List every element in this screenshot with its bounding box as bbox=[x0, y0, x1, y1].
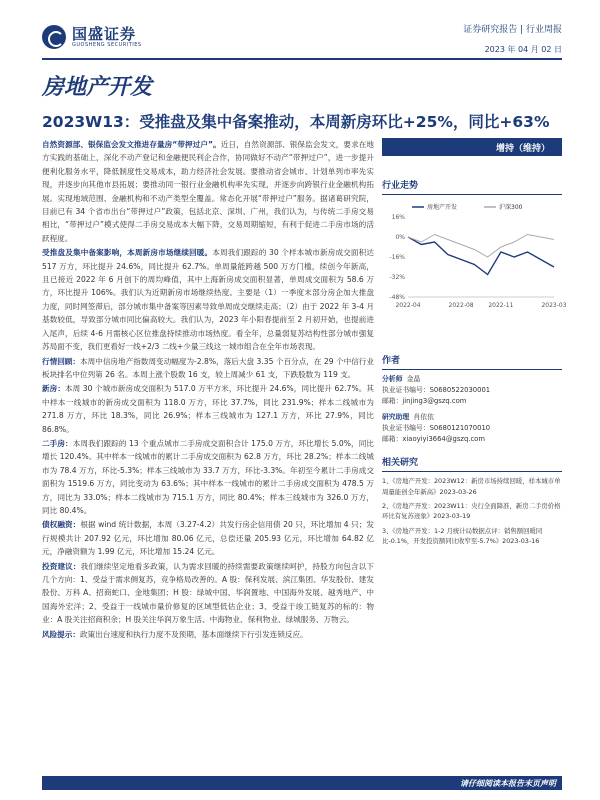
brand-logo bbox=[42, 22, 172, 52]
paragraph bbox=[42, 518, 374, 558]
sector-title: 房地产开发 bbox=[42, 74, 153, 100]
legend-label: 房地产开发 bbox=[427, 204, 458, 211]
paragraph-text: 政策出台速度和执行力度不及预期，基本面继续下行引发连锁反应。 bbox=[79, 629, 308, 639]
brand-name-cn: 国盛证券 bbox=[72, 25, 137, 43]
series-line bbox=[408, 237, 554, 275]
paragraph-lead: 新房： bbox=[42, 384, 65, 394]
report-headline: 2023W13：受推盘及集中备案推动，本周新房环比+25%，同比+63% bbox=[42, 113, 550, 131]
paragraph bbox=[42, 560, 374, 627]
author-email[interactable]: 邮箱：xiaoyiyi3664@gszq.com bbox=[382, 435, 485, 444]
paragraph bbox=[42, 628, 374, 641]
y-tick-label: 16% bbox=[391, 214, 405, 221]
authors-heading: 作者 bbox=[382, 353, 562, 370]
related-link[interactable]: 2、《房地产开发：2023W11：央行全面降准，新房二手房价格环比有复苏迹象》2023-03-19 bbox=[382, 502, 561, 521]
x-tick-label: 2022-08 bbox=[448, 302, 474, 309]
paragraph-text: 本周我们跟踪的 13 个重点城市二手房成交面积合计 175.0 万方，环比增长 5.0%，同比增长 120.4%。其中样本一线城市的累计二手房成交面积为 62.8 万方，环比 28.2%；样本二线城市为 78.4 万方，环比-5.3%；样本三线城市为 33.7 万方，环比-3.3%。年初至今累计二手房成交面积为 1519.6 万方，同比变动为 63.6%；其中样本一线城市的累计二手房成交面积为 478.5 万方，同比为 33.0%；样本二线城市为 715.1 万方，同比 80.4%；样本三线城市为 326.0 万方，同比 80.4%。 bbox=[42, 438, 375, 515]
related-heading: 相关研究 bbox=[382, 455, 562, 472]
series-line bbox=[408, 235, 554, 258]
author-name: 金晶 bbox=[406, 375, 421, 383]
paragraph bbox=[42, 437, 374, 517]
paragraph-text: 本周我们跟踪的 30 个样本城市新房成交面积达 517 万方，环比提升 24.6%，同比提升 62.7%。单周量能跨越 500 万方门槛，续创今年新高，且已接近 2022 年 6 月创下的周均峰值，其中上海新房成交面积显著，单周成交面积为 58.6 万方，环比提升 106%。我们认为近期新房市场继续热度。主要是（1）一季度末部分房企加大推盘力度，同时网签滞后，部分城市集中备案等因素导致单周成交继续走高；（2）由于 2022 年 3-4 月基数较低，导致部分城市同比偏高较大。我们认为，2023 年小阳春提前至 2 月初开始，也提前进入尾声，后续 4-6 月需核心区位推盘持续推动市场热度。看全年，总量弱复苏结构性部分城市强复苏局面不变，我们更看好一线+2/3 二线+少量三线这一城市组合在全年市场表现。 bbox=[42, 248, 374, 352]
paragraph bbox=[42, 246, 374, 353]
x-tick-label: 2022-11 bbox=[488, 302, 514, 309]
paragraph-text: 近日，自然资源部、银保监会发文，要求在地方实践的基础上，深化不动产登记和金融便民利企合作，协同做好不动产“带押过户”，进一步提升便利化服务水平，降低制度性交易成本，助力经济社会发展。要推动省会城市、计划单列市率先实现，并逐步向其他市县拓展；要推动同一银行业金融机构率先实现，并逐步向跨银行业金融机构拓展。实现地域范围、金融机构和不动产类型全覆盖。常态化开展“带押过户”服务。据诸葛研究院，目前已有 34 个省市出台“带押过户”政策，包括北京、深圳、广州，我们认为，与传统二手房交易相比，“带押过户”模式使得二手房交易成本大幅下降，交易周期缩短，有利于促进二手房市场的活跃程度。 bbox=[42, 140, 374, 243]
report-date: 2023 年 04 月 02 日 bbox=[484, 45, 562, 54]
trend-chart bbox=[382, 201, 567, 313]
related-link[interactable]: 1、《房地产开发：2023W12：新房市场持续回暖，样本城市单周量能创全年新高》2023-03-26 bbox=[382, 477, 561, 496]
author-role: 分析师 bbox=[382, 375, 403, 383]
logo-icon bbox=[42, 25, 66, 49]
author-entry bbox=[382, 412, 562, 446]
author-cert: 执业证书编号：S0680522030001 bbox=[382, 386, 491, 395]
paragraph-text: 本周中信房地产指数周变动幅度为-2.8%，落后大盘 3.35 个百分点，在 29 个中信行业板块排名中位列第 26 名。本周上涨个股数 16 支，较上周减少 61 支，下跌股数为 119 支。 bbox=[42, 356, 374, 379]
x-tick-label: 2022-04 bbox=[395, 302, 421, 309]
paragraph-lead: 债权融资： bbox=[42, 520, 81, 530]
brand-name-en: GUOSHENG SECURITIES bbox=[72, 42, 142, 48]
paragraph-text: 本周 30 个城市新房成交面积为 517.0 万平方米，环比提升 24.6%，同比提升 62.7%。其中样本一线城市的新房成交面积为 118.0 万方，环比 37.7%，同比 231.9%；样本二线城市为 271.8 万方，环比 18.3%，同比 26.9%；样本三线城市为 127.1 万方，环比 27.9%，同比 86.8%。 bbox=[42, 384, 374, 434]
report-body bbox=[42, 138, 374, 642]
y-tick-label: -32% bbox=[389, 274, 405, 281]
paragraph-lead: 自然资源部、银保监会发文推进存量房“带押过户”。 bbox=[42, 140, 221, 149]
trend-chart-svg bbox=[382, 201, 567, 313]
paragraph bbox=[42, 355, 374, 382]
paragraph-lead: 行情回顾： bbox=[42, 356, 81, 366]
legend-label: 沪深300 bbox=[499, 204, 523, 211]
paragraph bbox=[42, 138, 374, 245]
footer-bar bbox=[42, 776, 562, 790]
sidebar bbox=[382, 138, 567, 547]
related-link[interactable]: 3、《房地产开发：1-2 月统计局数据点评：销售额回暖同比-0.1%，开发投资额同比收窄至-5.7%》2023-03-16 bbox=[382, 526, 543, 546]
y-tick-label: -16% bbox=[389, 254, 405, 261]
author-email[interactable]: 邮箱：jinjing3@gszq.com bbox=[382, 397, 467, 406]
rating-badge bbox=[382, 138, 562, 156]
y-tick-label: -48% bbox=[389, 294, 405, 301]
paragraph-lead: 二手房： bbox=[42, 438, 73, 448]
author-name: 肖依依 bbox=[413, 412, 434, 421]
footer-disclaimer: 请仔细阅读本报告末页声明 bbox=[460, 778, 556, 788]
paragraph-lead: 受推盘及集中备案影响，本周新房市场继续回暖。 bbox=[42, 248, 213, 258]
rating-label: 增持（维持） bbox=[495, 143, 550, 154]
author-entry bbox=[382, 374, 562, 408]
paragraph-text: 我们继续坚定地看多政策，认为需求回暖的持续需要政策继续呵护，持股方向包含以下几个方向：1、受益于需求侧复苏，竞争格局改善的。A 股：保利发展、滨江集团、华发股份、建发股份、万科 A、招商蛇口、金地集团；H 股：绿城中国、华润置地、中国海外发展、越秀地产、中国海外宏洋；2、受益于一线城市量价修复的区域型低估企业；3、受益于竣工链复苏的标的：物业：A 股关注招商积余；H 股关注华润万象生活、中海物业、保利物业、绿城服务、万物云。 bbox=[42, 561, 375, 625]
trend-heading: 行业走势 bbox=[382, 178, 562, 195]
paragraph-lead: 投资建议： bbox=[42, 561, 81, 571]
report-type: 证券研究报告 | 行业周报 bbox=[463, 25, 562, 35]
paragraph bbox=[42, 382, 374, 436]
paragraph-text: 根据 wind 统计数据，本周（3.27-4.2）共发行房企信用债 20 只，环比增加 4 只；发行规模共计 207.92 亿元，环比增加 80.06 亿元，总偿还量 205.93 亿元，环比增加 64.82 亿元，净融资额为 1.99 亿元，环比增加 15.24 亿元。 bbox=[42, 520, 375, 557]
author-role: 研究助理 bbox=[382, 412, 410, 421]
x-tick-label: 2023-03 bbox=[541, 302, 567, 309]
header-rule bbox=[42, 58, 562, 60]
author-cert: 执业证书编号：S0680121070010 bbox=[382, 423, 491, 432]
y-tick-label: 0% bbox=[395, 234, 405, 241]
paragraph-lead: 风险提示： bbox=[42, 629, 80, 639]
